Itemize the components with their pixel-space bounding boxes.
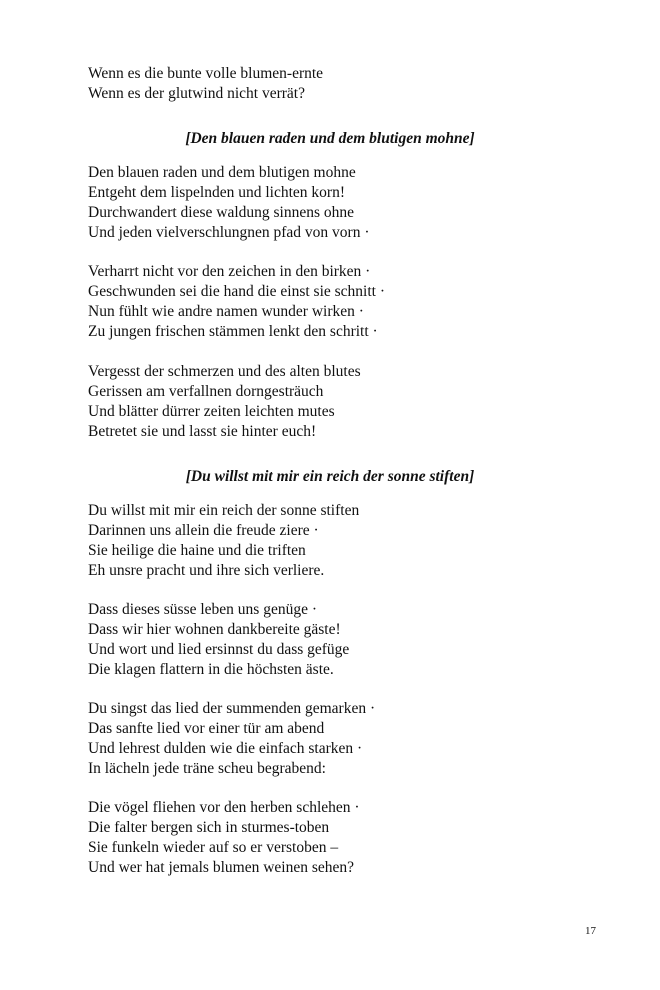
verse-line: Sie funkeln wieder auf so er verstoben –: [88, 839, 339, 856]
poem-title: [Den blauen raden und dem blutigen mohne]: [185, 130, 475, 147]
verse-line: Dass dieses süsse leben uns genüge ·: [88, 601, 318, 618]
verse-line: Die klagen flattern in die höchsten äste.: [88, 661, 334, 678]
verse-line: Verharrt nicht vor den zeichen in den birken ·: [88, 263, 371, 280]
verse-line: Und wer hat jemals blumen weinen sehen?: [88, 859, 354, 876]
verse-line: Den blauen raden und dem blutigen mohne: [88, 164, 356, 181]
poem-title: [Du willst mit mir ein reich der sonne stiften]: [185, 468, 475, 485]
verse-line: Darinnen uns allein die freude ziere ·: [88, 522, 319, 539]
verse-line: Entgeht dem lispelnden und lichten korn!: [88, 184, 345, 201]
verse-line: Durchwandert diese waldung sinnens ohne: [88, 204, 355, 221]
verse-line: Und jeden vielverschlungnen pfad von vorn ·: [88, 224, 370, 241]
verse-line: Geschwunden sei die hand die einst sie schnitt ·: [88, 283, 386, 300]
verse-line: Du singst das lied der summenden gemarken ·: [88, 700, 376, 717]
verse-line: Wenn es der glutwind nicht verrät?: [88, 85, 305, 102]
verse-line: Nun fühlt wie andre namen wunder wirken ·: [88, 303, 364, 320]
verse-line: Die falter bergen sich in sturmes-toben: [88, 819, 330, 836]
verse-line: Vergesst der schmerzen und des alten blutes: [88, 363, 361, 380]
verse-line: Gerissen am verfallnen dorngesträuch: [88, 383, 324, 400]
verse-line: Und blätter dürrer zeiten leichten mutes: [88, 403, 335, 420]
verse-line: Die vögel fliehen vor den herben schlehen ·: [88, 799, 360, 816]
page-number: 17: [585, 925, 596, 937]
verse-line: Sie heilige die haine und die triften: [88, 542, 306, 559]
verse-line: In lächeln jede träne scheu begrabend:: [88, 760, 326, 777]
verse-line: Und lehrest dulden wie die einfach starken ·: [88, 740, 363, 757]
verse-line: Eh unsre pracht und ihre sich verliere.: [88, 562, 325, 579]
verse-line: Betretet sie und lasst sie hinter euch!: [88, 423, 317, 440]
verse-line: Wenn es die bunte volle blumen-ernte: [88, 65, 324, 82]
verse-line: Du willst mit mir ein reich der sonne stiften: [88, 502, 360, 519]
verse-line: Das sanfte lied vor einer tür am abend: [88, 720, 325, 737]
verse-line: Zu jungen frischen stämmen lenkt den schritt ·: [88, 323, 378, 340]
verse-line: Und wort und lied ersinnst du dass gefüge: [88, 641, 350, 658]
verse-line: Dass wir hier wohnen dankbereite gäste!: [88, 621, 341, 638]
